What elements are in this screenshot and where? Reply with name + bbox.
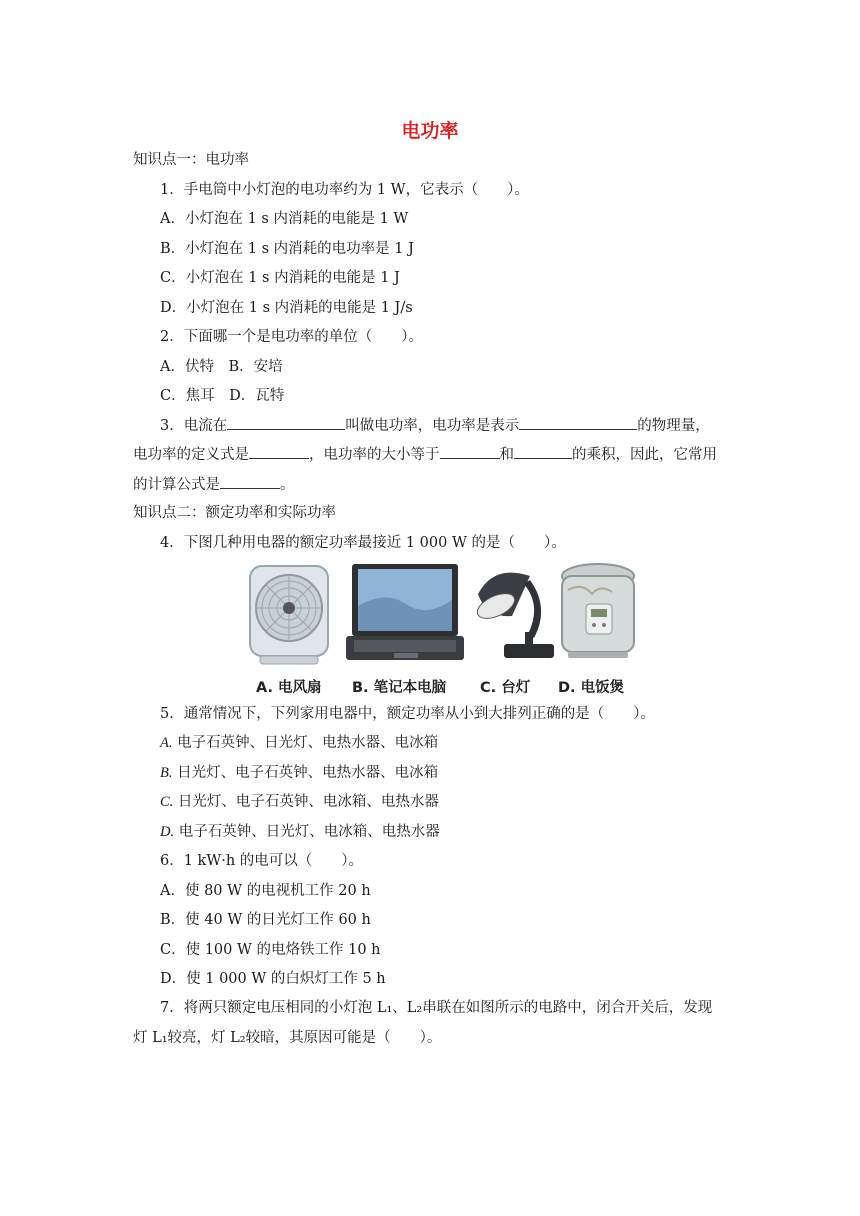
q3-text: 和 (499, 447, 514, 463)
q6-option-d: D．使 1 000 W 的白炽灯工作 5 h (160, 971, 386, 987)
section-heading-1: 知识点一：电功率 (133, 152, 249, 168)
q3-text: 。 (280, 477, 295, 493)
page-title: 电功率 (401, 120, 459, 142)
q3-text: 叫做电功率，电功率是表示 (345, 418, 520, 434)
electric-fan-image (250, 566, 328, 664)
answer-blank[interactable] (519, 415, 637, 430)
figure-caption: D. 电饭煲 (558, 680, 625, 696)
q1-stem: 1．手电筒中小灯泡的电功率约为 1 W，它表示（ ）。 (160, 182, 529, 198)
q5-option-c (160, 792, 439, 812)
q6-option-c: C．使 100 W 的电烙铁工作 10 h (160, 942, 381, 958)
q3-text: 的计算公式是 (133, 477, 220, 493)
q5-option-d (160, 822, 440, 842)
q7-line-2: 灯 L₁较亮，灯 L₂较暗，其原因可能是（ ）。 (133, 1030, 442, 1046)
answer-blank[interactable] (227, 415, 345, 430)
q3-text: ，电功率的大小等于 (309, 447, 440, 463)
option-text: 电子石英钟、日光灯、电热水器、电冰箱 (177, 735, 439, 751)
section-heading-2: 知识点二：额定功率和实际功率 (133, 505, 336, 521)
option-text: 日光灯、电子石英钟、电热水器、电冰箱 (177, 765, 439, 781)
q3-line-3 (133, 474, 295, 495)
q3-line-1 (160, 415, 710, 436)
answer-blank[interactable] (220, 474, 280, 489)
laptop-image (346, 564, 464, 660)
q2-stem: 2．下面哪一个是电功率的单位（ ）。 (160, 329, 423, 345)
option-label: A. (160, 735, 173, 751)
answer-blank[interactable] (249, 444, 309, 459)
q6-option-a: A．使 80 W 的电视机工作 20 h (160, 883, 371, 899)
figure-caption: C. 台灯 (480, 680, 531, 696)
q1-option-a: A．小灯泡在 1 s 内消耗的电能是 1 W (160, 211, 409, 227)
q6-option-b: B．使 40 W 的日光灯工作 60 h (160, 912, 371, 928)
q5-option-a (160, 733, 438, 753)
figure-caption: B. 笔记本电脑 (352, 680, 447, 696)
q3-text: 的乘积，因此，它常用 (572, 447, 717, 463)
q1-option-c: C．小灯泡在 1 s 内消耗的电能是 1 J (160, 270, 400, 286)
q1-option-b: B．小灯泡在 1 s 内消耗的电功率是 1 J (160, 241, 414, 257)
figure-caption: A. 电风扇 (256, 680, 322, 696)
q3-text: 3．电流在 (160, 418, 228, 434)
q3-text: 电功率的定义式是 (133, 447, 249, 463)
appliance-illustrations (246, 560, 638, 672)
desk-lamp-image (474, 573, 554, 658)
q2-options-ab: A．伏特 B．安培 (160, 359, 283, 375)
q3-line-2 (133, 444, 717, 465)
q2-options-cd: C．焦耳 D．瓦特 (160, 388, 285, 404)
option-label: C. (160, 794, 174, 810)
rice-cooker-image (562, 564, 634, 658)
option-text: 日光灯、电子石英钟、电冰箱、电热水器 (177, 794, 439, 810)
q6-stem: 6．1 kW·h 的电可以（ ）。 (160, 853, 364, 869)
option-text: 电子石英钟、日光灯、电冰箱、电热水器 (178, 824, 440, 840)
q5-stem: 5．通常情况下，下列家用电器中，额定功率从小到大排列正确的是（ ）。 (160, 706, 655, 722)
q7-line-1: 7．将两只额定电压相同的小灯泡 L₁、L₂串联在如图所示的电路中，闭合开关后，发现 (160, 1000, 713, 1016)
q1-option-d: D．小灯泡在 1 s 内消耗的电能是 1 J/s (160, 300, 413, 316)
q4-stem: 4．下图几种用电器的额定功率最接近 1 000 W 的是（ ）。 (160, 535, 566, 551)
option-label: D. (160, 824, 175, 840)
answer-blank[interactable] (440, 444, 500, 459)
option-label: B. (160, 765, 173, 781)
q5-option-b (160, 763, 438, 783)
appliance-figure (246, 560, 638, 698)
q3-text: 的物理量， (637, 418, 710, 434)
answer-blank[interactable] (514, 444, 572, 459)
